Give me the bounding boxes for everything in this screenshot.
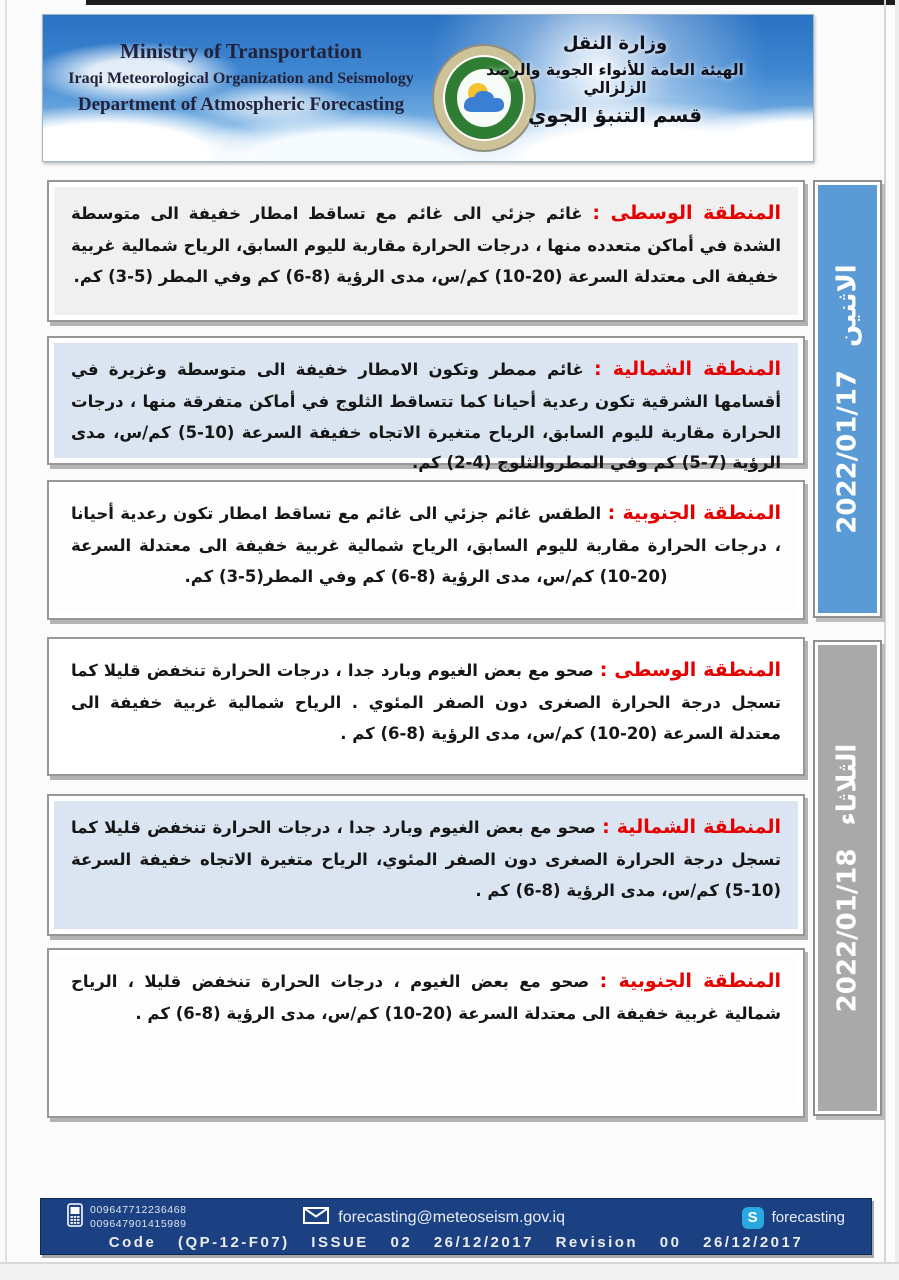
forecast-card-central-day1 [47,180,805,322]
scan-edge-top [86,0,899,5]
phone-number-1: 009647712236468 [90,1203,187,1216]
region-title: المنطقة الوسطى : [592,202,781,224]
skype-contact [742,1207,845,1229]
forecast-card-northern-day2 [47,794,805,936]
header-arabic-block [465,33,765,127]
skype-username: forecasting [771,1209,845,1226]
forecast-card-central-day2 [47,637,805,776]
phone-icon [67,1203,83,1232]
forecast-text: صحو مع بعض الغيوم وبارد جدا ، درجات الحرارة تنخفض قليلا كما تسجل درجة الحرارة الصغرى دون الصفر المئوي . الرياح شمالية غربية خفيفة الى معتدلة السرعة (20-10) كم/س، مدى الرؤية (8-6) كم . [71,661,781,743]
email-contact [303,1207,625,1229]
forecast-card-northern-day1 [47,336,805,473]
forecast-text: الطقس غائم جزئي الى غائم مع تساقط امطار تكون رعدية أحيانا ، درجات الحرارة مقاربة لليوم السابق، الرياح شمالية غربية خفيفة الى معتدلة السرعة (20-10) كم/س، مدى الرؤية (8-6) كم وفي المطر(5-3) كم. [71,504,781,586]
phone-contact [67,1203,187,1232]
skype-icon: S [742,1207,764,1229]
envelope-icon [303,1207,329,1229]
region-title: المنطقة الشمالية : [594,358,781,380]
region-title: المنطقة الجنوبية : [599,970,781,992]
day-date-label: الاثنين 2022/01/17 [832,264,863,534]
ministry-title-en: Ministry of Transportation [120,39,362,63]
organization-title-en: Iraqi Meteorological Organization and Seismology [68,70,414,87]
forecast-text: صحو مع بعض الغيوم ، درجات الحرارة تنخفض قليلا ، الرياح شمالية غربية خفيفة الى معتدلة السرعة (20-10) كم/س، مدى الرؤية (8-6) كم . [71,972,781,1024]
header-english-block [61,39,421,116]
department-title-ar: قسم التنبؤ الجوي [527,103,703,127]
forecast-card-southern-day2 [47,948,805,1118]
phone-number-2: 009647901415989 [90,1217,187,1230]
footer-contact-row [41,1199,871,1232]
forecast-text: غائم ممطر وتكون الامطار خفيفة الى متوسطة وغزيرة في أقسامها الشرقية تكون رعدية أحيانا كما تتساقط الثلوج في أماكن متفرقة منها ، درجات الحرارة مقاربة لليوم السابق، الرياح متغيرة الاتجاه خفيفة السرعة (10-5) كم/س، مدى الرؤية (7-5) كم وفي المطروالثلوج (4-2) كم. [71,360,781,473]
organization-title-ar: الهيئة العامة للأنواء الجوية والرصد الزلزالي [486,61,744,97]
scan-edge-left [5,0,7,1280]
ministry-title-ar: وزارة النقل [562,33,668,54]
scan-edge-right [884,0,886,1280]
forecast-text: غائم جزئي الى غائم مع تساقط امطار خفيفة الى متوسطة الشدة في أماكن متعدده منها ، درجات الحرارة مقاربة لليوم السابق، الرياح شمالية غربية خفيفة الى معتدلة السرعة (20-10) كم/س، مدى الرؤية (8-6) كم وفي المطر (5-3) كم. [71,204,781,286]
contact-footer [40,1198,872,1255]
day-sidebar-tuesday [813,640,882,1116]
department-title-en: Department of Atmospheric Forecasting [77,94,405,115]
scan-edge-right-outer [895,0,899,1280]
scan-bottom-margin [0,1264,899,1280]
day-sidebar-monday [813,180,882,618]
document-code-line: Code (QP-12-F07) ISSUE 02 26/12/2017 Revision 00 26/12/2017 [108,1234,804,1251]
email-address: forecasting@meteoseism.gov.iq [338,1208,565,1226]
region-title: المنطقة الجنوبية : [607,502,781,524]
header-banner [42,14,814,162]
forecast-text: صحو مع بعض الغيوم وبارد جدا ، درجات الحرارة تنخفض قليلا كما تسجل درجة الحرارة الصغرى دون الصفر المئوي، الرياح متغيرة الاتجاه خفيفة السرعة (10-5) كم/س، مدى الرؤية (8-6) كم . [71,818,781,900]
region-title: المنطقة الوسطى : [599,659,781,681]
day-date-label: الثلاثاء 2022/01/18 [832,743,863,1013]
region-title: المنطقة الشمالية : [602,816,781,838]
forecast-card-southern-day1 [47,480,805,620]
